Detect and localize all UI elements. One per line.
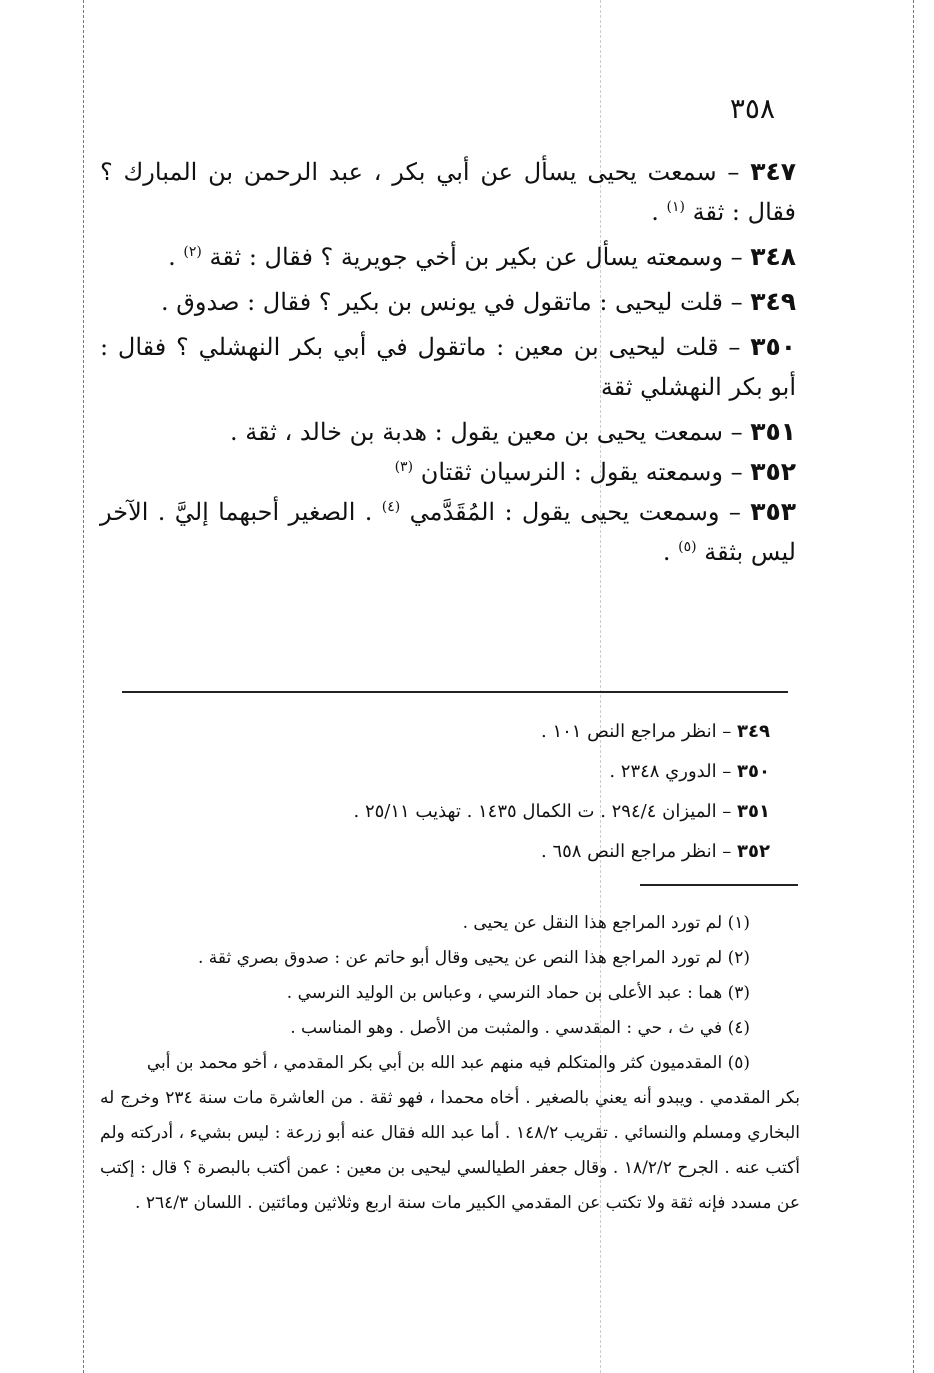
reference-text: – الدوري ٢٣٤٨ . xyxy=(609,761,738,782)
right-dashed-margin xyxy=(913,0,914,1373)
entry-text: – سمعت يحيى بن معين يقول : هدبة بن خالد ، ثقة . xyxy=(229,418,751,446)
footnotes xyxy=(100,906,800,1221)
footnote-marker: (٤) xyxy=(381,499,401,515)
footnote-marker: (١) xyxy=(666,199,685,215)
footnote-5: (٥) المقدميون كثر والمتكلم فيه منهم عبد الله بن أبي بكر المقدمي ، أخو محمد بن أبي xyxy=(146,1053,750,1073)
entry-number: ٣٤٩ xyxy=(750,287,796,316)
footnote-divider xyxy=(640,884,798,886)
entry-end: . xyxy=(168,243,184,271)
reference-text: – الميزان ٢٩٤/٤ . ت الكمال ١٤٣٥ . تهذيب ٢٥/١١ . xyxy=(353,801,738,822)
left-dashed-margin xyxy=(83,0,84,1373)
entry-text: – سمعت يحيى يسأل عن أبي بكر ، عبد الرحمن بن المبارك ؟ فقال : ثقة xyxy=(100,158,796,226)
reference-item xyxy=(120,752,770,792)
entry-352 xyxy=(100,452,796,492)
reference-number: ٣٥٢ xyxy=(737,841,770,862)
entry-347 xyxy=(100,152,796,232)
footnote-marker: (٣) xyxy=(394,459,414,475)
entry-text: – وسمعته يقول : النرسيان ثقتان xyxy=(420,458,751,486)
footnote-4: (٤) في ث ، حي : المقدسي . والمثبت من الأصل . وهو المناسب . xyxy=(290,1018,750,1038)
entry-number: ٣٥١ xyxy=(750,417,796,446)
footnote-3: (٣) هما : عبد الأعلى بن حماد النرسي ، وعباس بن الوليد النرسي . xyxy=(286,983,750,1003)
entry-353 xyxy=(100,492,796,572)
footnote-1: (١) لم تورد المراجع هذا النقل عن يحيى . xyxy=(462,913,750,933)
entry-text: – وسمعته يسأل عن بكير بن أخي جويرية ؟ فقال : ثقة xyxy=(209,243,751,271)
entry-349 xyxy=(100,282,796,322)
entry-text: – وسمعت يحيى يقول : المُقَدَّمي xyxy=(409,498,751,526)
main-text xyxy=(100,152,796,577)
entry-351 xyxy=(100,412,796,452)
entry-text-continued: . الصغير أحبهما إليَّ . الآخر ليس بثقة xyxy=(100,498,796,566)
page-number: ٣٥٨ xyxy=(729,92,775,125)
entry-350 xyxy=(100,327,796,407)
entry-number: ٣٤٨ xyxy=(750,242,796,271)
entry-text: – قلت ليحيى بن معين : ماتقول في أبي بكر النهشلي ؟ فقال : أبو بكر النهشلي ثقة xyxy=(100,333,796,401)
entry-end: . xyxy=(662,538,679,566)
section-divider xyxy=(122,691,788,693)
reference-item xyxy=(120,712,770,752)
entry-number: ٣٤٧ xyxy=(750,157,796,186)
reference-text: – انظر مراجع النص ١٠١ . xyxy=(540,721,738,742)
reference-text: – انظر مراجع النص ٦٥٨ . xyxy=(540,841,738,862)
references-list xyxy=(120,712,770,872)
footnote-marker: (٥) xyxy=(678,539,697,555)
reference-number: ٣٥١ xyxy=(737,801,770,822)
entry-348 xyxy=(100,237,796,277)
reference-number: ٣٤٩ xyxy=(737,721,770,742)
entry-number: ٣٥٣ xyxy=(750,497,796,526)
reference-item xyxy=(120,832,770,872)
reference-item xyxy=(120,792,770,832)
footnote-5-continuation: بكر المقدمي . ويبدو أنه يعني بالصغير . أخاه محمدا ، فهو ثقة . من العاشرة مات سنة ٢٣٤ وخرج له البخاري ومسلم والنسائي . تقريب ١٤٨/٢ . أما عبد الله فقال عنه أبو زرعة : ليس بشيء ، أدركته ولم أكتب عنه . الجرح ١٨/٢/٢ . وقال جعفر الطيالسي ليحيى بن معين : عمن أكتب بالبصرة ؟ قال : إكتب عن مسدد فإنه ثقة ولا تكتب عن المقدمي الكبير مات سنة اربع وثلاثين ومائتين . اللسان ٢٦٤/٣ . xyxy=(100,1088,800,1213)
entry-end: . xyxy=(651,198,667,226)
entry-number: ٣٥٠ xyxy=(750,332,796,361)
footnote-2: (٢) لم تورد المراجع هذا النص عن يحيى وقال أبو حاتم عن : صدوق بصري ثقة . xyxy=(197,948,750,968)
reference-number: ٣٥٠ xyxy=(737,761,770,782)
entry-number: ٣٥٢ xyxy=(750,457,796,486)
entry-text: – قلت ليحيى : ماتقول في يونس بن بكير ؟ فقال : صدوق . xyxy=(161,288,751,316)
footnote-marker: (٢) xyxy=(183,244,202,260)
